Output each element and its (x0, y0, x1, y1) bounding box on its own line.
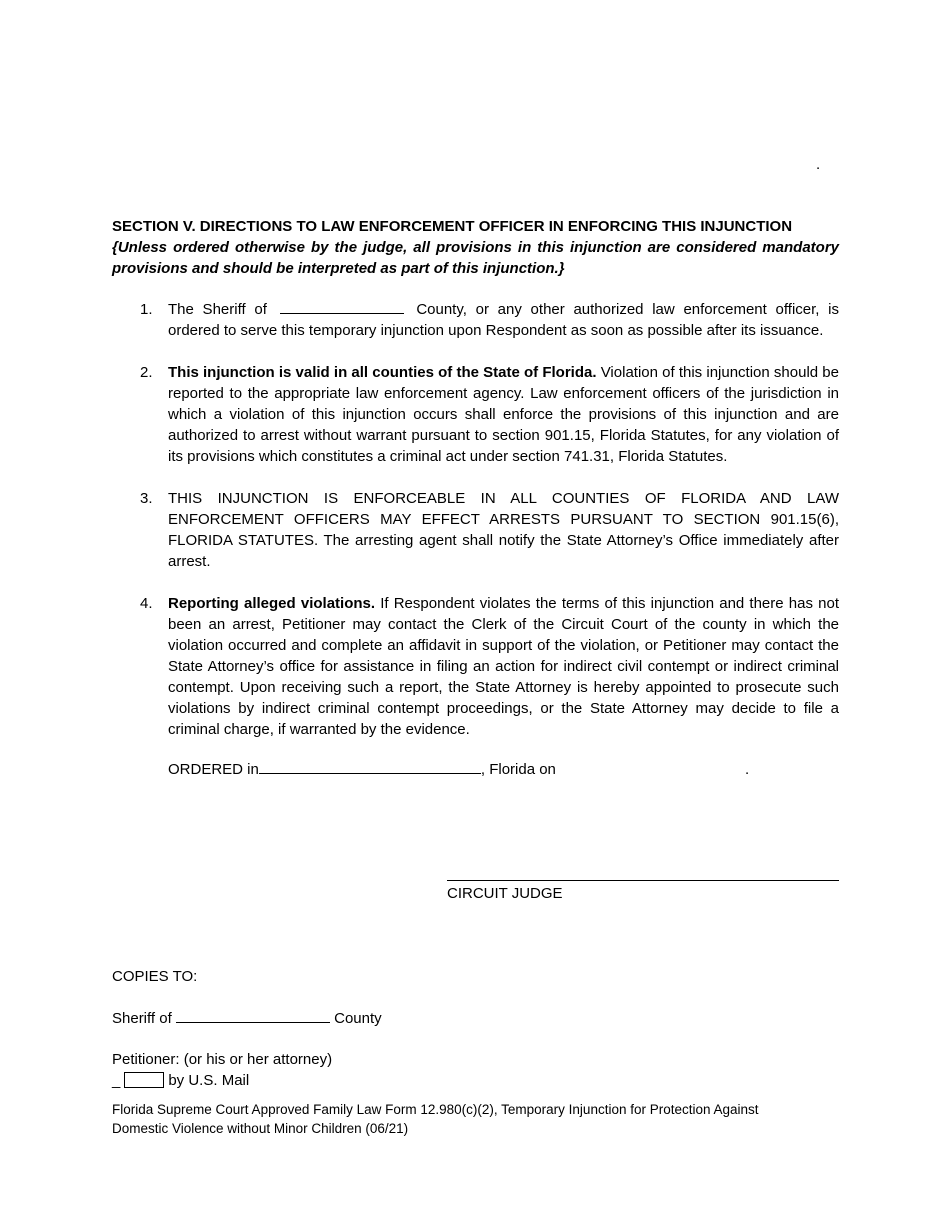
corner-mark: . (816, 156, 821, 173)
provision-item-3 (112, 488, 839, 572)
item-text: Violation of this injunction should be reported to the appropriate law enforcement agency. Law enforcement officers of the jurisdiction in which a violation of this injunction occurs shall enforce the provisions of this injunction and are authorized to arrest without warrant pursuant to section 901.15, Florida Statutes, for any violation of its provisions which constitutes a criminal act under section 741.31, Florida Statutes. (168, 364, 839, 465)
footer-line-1: Florida Supreme Court Approved Family Law Form 12.980(c)(2), Temporary Injunction for Protection Against (112, 1102, 759, 1117)
signature-title: CIRCUIT JUDGE (447, 885, 563, 902)
county-blank-field[interactable] (280, 299, 404, 314)
section-note: {Unless ordered otherwise by the judge, all provisions in this injunction are considered mandatory provisions and should be interpreted as part of this injunction.} (112, 239, 839, 277)
provision-item-4 (112, 593, 839, 740)
section-title: SECTION V. DIRECTIONS TO LAW ENFORCEMENT OFFICER IN ENFORCING THIS INJUNCTION (112, 218, 793, 235)
sheriff-prefix: Sheriff of (112, 1010, 172, 1027)
copies-sheriff (112, 1008, 382, 1029)
sheriff-county-field[interactable] (176, 1008, 330, 1023)
item-number: 3. (140, 490, 153, 507)
item-bold-lead: This injunction is valid in all counties of the State of Florida. (168, 364, 597, 381)
mail-checkbox[interactable] (124, 1072, 164, 1088)
item-text: If Respondent violates the terms of this injunction and there has not been an arrest, Petitioner may contact the Clerk of the Circuit Court of the county in which the violation occurred and complete an affidavit in support of the violation, or Petitioner may contact the State Attorney’s office for assistance in filing an action for indirect civil contempt or indirect criminal contempt. Upon receiving such a report, the State Attorney is hereby appointed to prosecute such violations by indirect criminal contempt proceedings, or the State Attorney may decide to file a criminal charge, if warranted by the evidence. (168, 595, 839, 738)
sheriff-suffix: County (334, 1010, 382, 1027)
ordered-middle: , Florida on (480, 761, 556, 778)
copies-mail (112, 1070, 249, 1091)
item-number: 1. (140, 301, 153, 318)
item-bold-lead: Reporting alleged violations. (168, 595, 376, 612)
ordered-prefix: ORDERED in (168, 761, 259, 778)
item-text: THIS INJUNCTION IS ENFORCEABLE IN ALL COUNTIES OF FLORIDA AND LAW ENFORCEMENT OFFICERS MAY EFFECT ARRESTS PURSUANT TO SECTION 901.15(6), FLORIDA STATUTES. The arresting agent shall notify the State Attorney’s Office immediately after arrest. (168, 490, 839, 570)
item-number: 2. (140, 364, 153, 381)
item-number: 4. (140, 595, 153, 612)
provision-item-2 (112, 362, 839, 467)
provision-list (112, 299, 839, 761)
form-footer (112, 1100, 832, 1138)
provision-item-1 (112, 299, 839, 341)
mail-label: by U.S. Mail (168, 1072, 250, 1089)
copies-heading: COPIES TO: (112, 968, 198, 985)
item-text-before: The Sheriff of (168, 301, 267, 318)
item-text-after: County, or any other authorized law enforcement officer, is ordered to serve this temporary injunction upon Respondent as soon as possible after its issuance. (168, 301, 839, 339)
ordered-line (168, 759, 808, 780)
ordered-date-end[interactable]: . (745, 761, 750, 778)
copies-petitioner: Petitioner: (or his or her attorney) (112, 1051, 333, 1068)
footer-line-2: Domestic Violence without Minor Children (06/21) (112, 1121, 409, 1136)
ordered-location-field[interactable] (259, 759, 481, 774)
signature-line[interactable] (447, 880, 839, 881)
mail-prefix: _ (112, 1072, 121, 1089)
section-header (112, 216, 839, 279)
